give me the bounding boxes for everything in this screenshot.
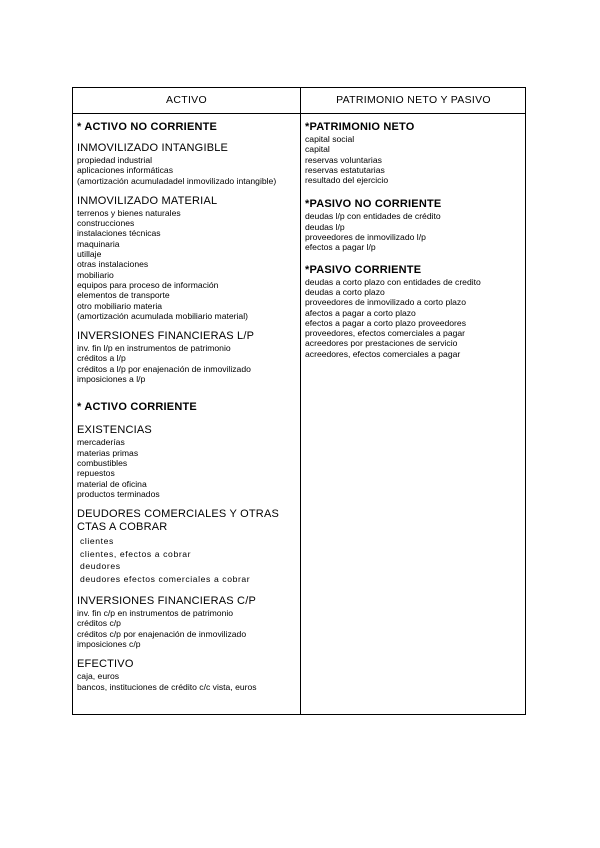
list-item: repuestos (77, 468, 115, 479)
list-item: equipos para proceso de información (77, 279, 219, 290)
list-item: otro mobiliario materia (77, 300, 163, 311)
list-item: efectos a pagar l/p (305, 242, 376, 253)
list-item: (amortización acumulada mobiliario material) (77, 310, 248, 321)
list-item: elementos de transporte (77, 290, 170, 301)
list-item: instalaciones técnicas (77, 228, 161, 239)
pasivo-no-corriente-title: *PASIVO NO CORRIENTE (305, 198, 442, 211)
activo-column (77, 114, 297, 692)
list-item: terrenos y bienes naturales (77, 207, 181, 218)
list-item: resultado del ejercicio (305, 175, 389, 186)
existencias-title: EXISTENCIAS (77, 424, 152, 437)
inmovilizado-intangible-list (77, 155, 297, 186)
efectivo-title: EFECTIVO (77, 658, 134, 671)
list-item: afectos a pagar a corto plazo (305, 307, 416, 318)
deudores-comerciales-title-line2: CTAS A COBRAR (77, 521, 168, 534)
inversiones-financieras-lp-list (77, 343, 297, 384)
list-item: capital social (305, 134, 355, 144)
header-activo: ACTIVO (166, 94, 207, 106)
list-item: proveedores de inmovilizado a corto plazo (305, 297, 466, 308)
list-item: deudores efectos comerciales a cobrar (77, 573, 251, 584)
list-item: aplicaciones informáticas (77, 165, 174, 176)
list-item: efectos a pagar a corto plazo proveedores (305, 317, 466, 328)
existencias-list (77, 437, 297, 499)
list-item: capital (305, 144, 330, 155)
list-item: clientes, efectos a cobrar (77, 548, 192, 559)
activo-no-corriente-title: * ACTIVO NO CORRIENTE (77, 121, 218, 133)
list-item: reservas estatutarias (305, 164, 385, 175)
inmovilizado-material-title: INMOVILIZADO MATERIAL (77, 194, 218, 207)
table-header-row (73, 88, 525, 114)
list-item: imposiciones a l/p (77, 374, 146, 385)
efectivo-list (77, 671, 297, 692)
list-item: productos terminados (77, 488, 160, 499)
list-item: utillaje (77, 249, 102, 260)
deudores-comerciales-title-line1: DEUDORES COMERCIALES Y OTRAS (77, 508, 280, 521)
list-item: mercaderías (77, 437, 125, 448)
inmovilizado-material-list (77, 208, 297, 321)
list-item: imposiciones c/p (77, 639, 141, 650)
list-item: proveedores, efectos comerciales a pagar (305, 328, 466, 339)
list-item: construcciones (77, 218, 135, 229)
list-item: deudores (77, 561, 121, 572)
list-item: otras instalaciones (77, 259, 149, 270)
list-item: créditos c/p por enajenación de inmovilizado (77, 628, 247, 639)
pasivo-corriente-list (305, 277, 523, 359)
list-item: bancos, instituciones de crédito c/c vista, euros (77, 681, 257, 692)
list-item: reservas voluntarias (305, 154, 382, 165)
list-item: mobiliario (77, 269, 114, 280)
inversiones-financieras-cp-title: INVERSIONES FINANCIERAS C/P (77, 595, 256, 608)
pasivo-corriente-title: *PASIVO CORRIENTE (305, 263, 422, 276)
patrimonio-neto-title: *PATRIMONIO NETO (305, 121, 415, 133)
inversiones-financieras-lp-title: INVERSIONES FINANCIERAS L/P (77, 330, 255, 343)
list-item: (amortización acumuladadel inmovilizado intangible) (77, 175, 277, 186)
list-item: deudas a corto plazo (305, 286, 385, 297)
patrimonio-neto-list (305, 134, 523, 185)
list-item: clientes (77, 536, 114, 547)
list-item: inv. fin c/p en instrumentos de patrimonio (77, 608, 234, 619)
list-item: proveedores de inmovilizado l/p (305, 232, 426, 243)
list-item: inv. fin l/p en instrumentos de patrimonio (77, 343, 231, 354)
deudores-comerciales-list (77, 535, 297, 585)
list-item: propiedad industrial (77, 155, 153, 165)
pasivo-no-corriente-list (305, 211, 523, 252)
list-item: caja, euros (77, 671, 120, 682)
inmovilizado-intangible-title: INMOVILIZADO INTANGIBLE (77, 142, 229, 154)
list-item: material de oficina (77, 478, 147, 489)
list-item: acreedores por prestaciones de servicio (305, 338, 458, 349)
list-item: acreedores, efectos comerciales a pagar (305, 348, 461, 359)
balance-table (72, 87, 526, 715)
list-item: créditos a l/p por enajenación de inmovilizado (77, 363, 251, 374)
list-item: combustibles (77, 457, 128, 468)
activo-corriente-title: * ACTIVO CORRIENTE (77, 401, 197, 414)
pasivo-column (305, 114, 523, 359)
list-item: deudas a corto plazo con entidades de credito (305, 276, 481, 287)
list-item: deudas l/p con entidades de crédito (305, 211, 441, 222)
list-item: materias primas (77, 447, 139, 458)
list-item: maquinaria (77, 238, 120, 249)
column-divider (300, 88, 301, 714)
list-item: deudas l/p (305, 221, 345, 232)
list-item: créditos a l/p (77, 353, 126, 364)
inversiones-financieras-cp-list (77, 608, 297, 649)
list-item: créditos c/p (77, 618, 121, 629)
header-patrimonio-pasivo: PATRIMONIO NETO Y PASIVO (336, 94, 491, 106)
